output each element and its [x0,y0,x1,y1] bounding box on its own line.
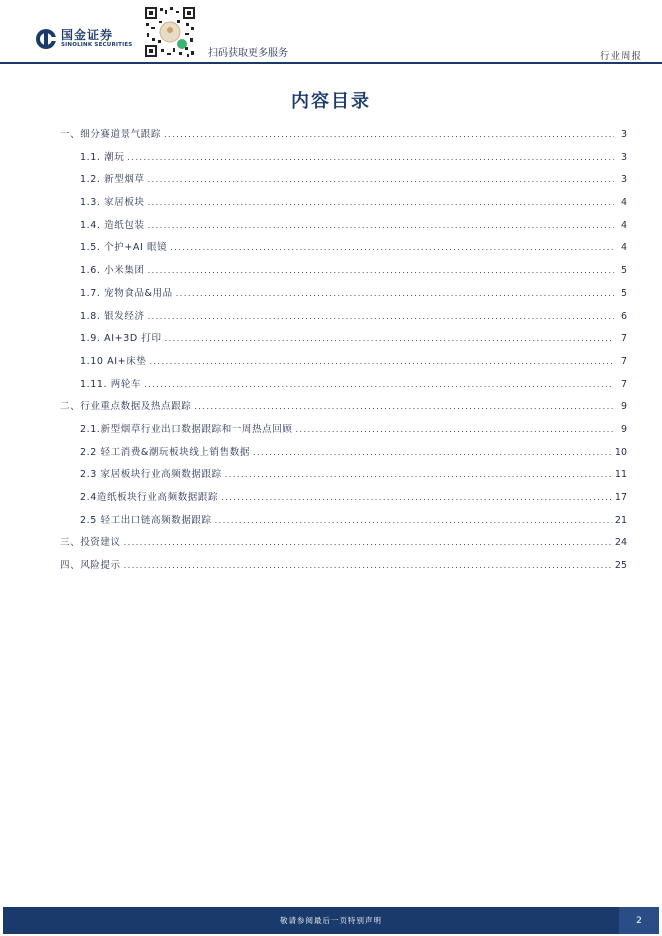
toc-leader-dots [165,334,614,343]
toc-leader-dots [148,312,614,321]
qr-code-icon[interactable] [143,5,197,59]
toc-entry-label: 2.2 轻工消费&潮玩板块线上销售数据 [80,446,250,458]
toc-leader-dots [127,153,614,162]
toc-entry-page: 6 [620,310,627,322]
toc-entry-page: 21 [614,514,627,526]
toc-leader-dots [295,425,614,434]
toc-leader-dots [170,243,614,252]
toc-entry-label: 三、投资建议 [60,537,121,549]
toc-entry-label: 1.6. 小米集团 [80,265,145,277]
table-of-contents [60,126,627,580]
toc-leader-dots [124,561,612,570]
toc-entry-1-2[interactable] [60,171,627,194]
toc-leader-dots [221,493,612,502]
toc-entry-4[interactable] [60,557,627,580]
toc-leader-dots [149,357,614,366]
page-number: 2 [619,907,659,934]
footer-disclaimer: 敬请参阅最后一页特别声明 [280,916,382,925]
toc-leader-dots [225,470,612,479]
toc-entry-label: 1.8. 银发经济 [80,310,145,322]
toc-entry-2-3[interactable] [60,466,627,489]
toc-entry-page: 9 [620,401,627,413]
toc-entry-1-7[interactable] [60,285,627,308]
toc-leader-dots [124,538,612,547]
toc-entry-label: 1.4. 造纸包装 [80,219,145,231]
toc-entry-page: 3 [620,151,627,163]
brand-name-en: SINOLINK SECURITIES [61,42,133,49]
toc-entry-1-10[interactable] [60,353,627,376]
toc-entry-page: 25 [614,560,627,572]
toc-entry-page: 4 [620,219,627,231]
toc-entry-1-5[interactable] [60,239,627,262]
toc-entry-page: 7 [620,378,627,390]
toc-entry-label: 四、风险提示 [60,560,121,572]
toc-entry-2[interactable] [60,398,627,421]
toc-leader-dots [148,266,614,275]
toc-entry-label: 2.1.新型烟草行业出口数据跟踪和一周热点回顾 [80,423,293,435]
toc-entry-page: 17 [614,492,627,503]
toc-entry-label: 1.7. 宠物食品&用品 [80,287,173,299]
toc-leader-dots [148,198,614,207]
brand-logo [35,27,132,51]
toc-entry-label: 一、细分赛道景气跟踪 [60,129,162,140]
header-divider [0,62,662,64]
page-footer [3,907,659,934]
toc-entry-page: 10 [614,446,627,458]
toc-entry-1-8[interactable] [60,308,627,331]
report-type-label: 行业周报 [599,51,642,62]
toc-entry-page: 3 [620,129,627,140]
toc-entry-label: 1.1. 潮玩 [80,151,125,163]
toc-entry-label: 1.3. 家居板块 [80,197,145,209]
toc-leader-dots [144,380,614,389]
toc-entry-label: 1.5. 个护+AI 眼镜 [80,242,168,254]
toc-entry-label: 1.9. AI+3D 打印 [80,333,162,345]
brand-name-cn: 国金证券 [61,28,114,43]
toc-leader-dots [148,221,614,230]
toc-entry-page: 5 [620,265,627,277]
toc-entry-2-4[interactable] [60,489,627,512]
toc-entry-1-1[interactable] [60,149,627,172]
toc-entry-2-2[interactable] [60,444,627,467]
toc-entry-page: 24 [614,537,627,549]
toc-entry-label: 2.4造纸板块行业高频数据跟踪 [80,492,219,503]
toc-entry-page: 4 [620,242,627,254]
sinolink-logo-icon [35,28,57,50]
toc-leader-dots [176,289,614,298]
toc-entry-page: 5 [620,287,627,299]
toc-entry-1-4[interactable] [60,217,627,240]
toc-entry-label: 1.2. 新型烟草 [80,174,145,186]
toc-entry-label: 二、行业重点数据及热点跟踪 [60,401,192,413]
toc-leader-dots [164,130,614,139]
page-header [0,0,662,66]
toc-entry-label: 2.3 家居板块行业高频数据跟踪 [80,469,222,481]
toc-title: 内容目录 [291,91,371,112]
toc-entry-page: 4 [620,197,627,209]
toc-entry-1-11[interactable] [60,376,627,399]
toc-entry-label: 2.5 轻工出口链高频数据跟踪 [80,514,212,526]
toc-entry-1-9[interactable] [60,330,627,353]
toc-entry-page: 7 [620,333,627,345]
toc-entry-label: 1.11. 两轮车 [80,378,142,390]
toc-entry-page: 11 [614,469,627,481]
toc-entry-1[interactable] [60,126,627,149]
toc-leader-dots [194,402,614,411]
qr-caption: 扫码获取更多服务 [208,48,288,59]
toc-entry-page: 3 [620,174,627,186]
toc-entry-page: 7 [620,355,627,367]
toc-entry-2-5[interactable] [60,512,627,535]
toc-leader-dots [148,175,614,184]
toc-entry-label: 1.10 AI+床垫 [80,355,147,367]
toc-entry-1-3[interactable] [60,194,627,217]
toc-leader-dots [253,448,612,457]
toc-entry-1-6[interactable] [60,262,627,285]
toc-entry-3[interactable] [60,534,627,557]
toc-entry-page: 9 [620,423,627,435]
toc-leader-dots [215,516,612,525]
toc-entry-2-1[interactable] [60,421,627,444]
